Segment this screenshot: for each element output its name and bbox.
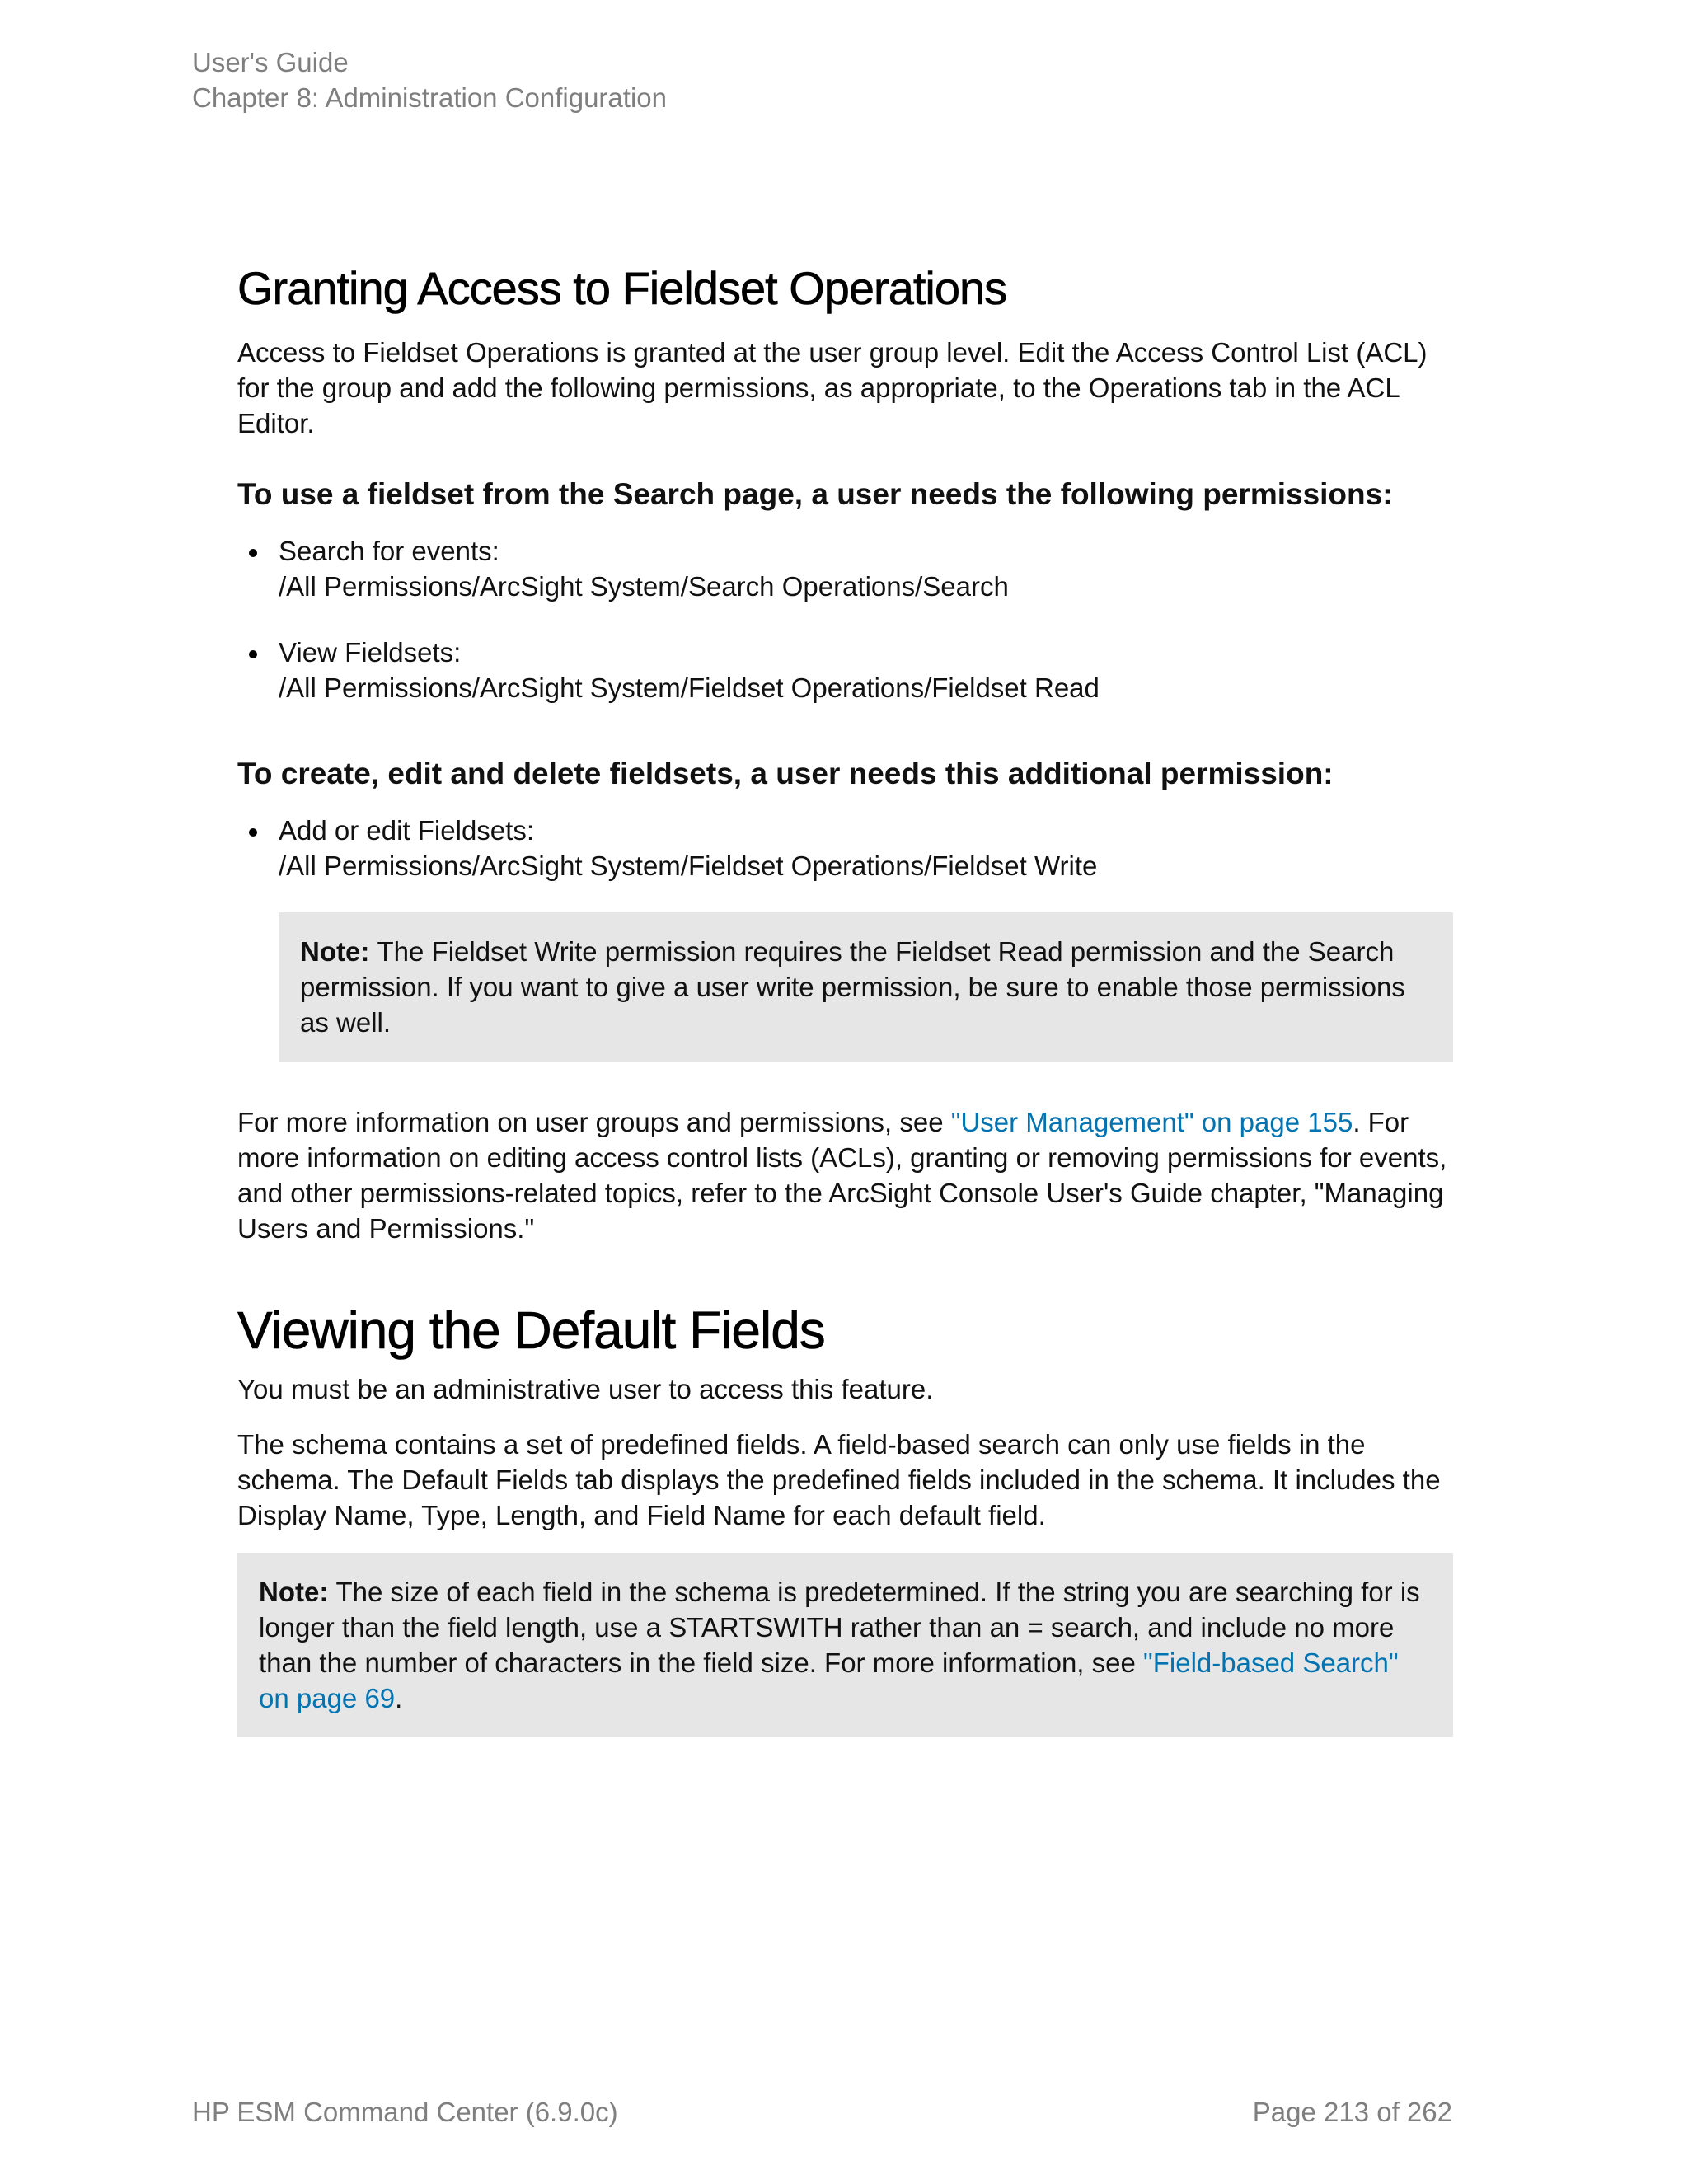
section-title-default-fields: Viewing the Default Fields [237,1301,825,1360]
note-text: The Fieldset Write permission requires the Fieldset Read permission and the Search permission. If you want to give a user write permission, be sure to enable those permissions as well. [300,936,1405,1038]
chapter-title: Chapter 8: Administration Configuration [192,82,667,113]
list-item [237,813,1453,883]
edit-permissions-list [237,813,1453,883]
page-content [237,255,1453,1737]
permission-label: View Fieldsets: [279,637,462,668]
search-permissions-heading: To use a fieldset from the Search page, a user needs the following permissions: [237,477,1393,511]
edit-permissions-heading: To create, edit and delete fieldsets, a user needs this additional permission: [237,757,1334,790]
guide-title: User's Guide [192,47,349,77]
bullet-icon [249,549,257,557]
footer-product: HP ESM Command Center (6.9.0c) [192,2097,618,2127]
note-label: Note: [300,936,377,967]
permission-label: Add or edit Fieldsets: [279,815,534,846]
more-info-paragraph [237,1104,1453,1246]
field-based-search-link[interactable]: "Field-based Search" on page 69 [259,1647,1399,1713]
permission-label: Search for events: [279,536,499,566]
note-text: The size of each field in the schema is predetermined. If the string you are searching for is longer than the field length, use a STARTSWITH rather than an = search, and include no more than the number of characters in the field size. For more information, see [259,1577,1420,1678]
intro-paragraph: Access to Fieldset Operations is granted at the user group level. Edit the Access Control List (ACL) for the group and add the following permissions, as appropriate, to the Operations tab in the ACL Editor. [237,337,1428,438]
user-management-link[interactable]: "User Management" on page 155 [950,1107,1353,1137]
note-label: Note: [259,1577,336,1607]
more-info-text-continued: . For more information on editing access control lists (ACLs), granting or removing permissions for events, and other permissions-related topics, refer to the ArcSight Console User's Guide chapter, "Managing Users and Permissions." [237,1107,1447,1244]
running-header [192,45,667,115]
list-item [237,635,1453,705]
note-end: . [395,1683,403,1713]
list-item [237,533,1453,604]
section-title-granting-access: Granting Access to Fieldset Operations [237,262,1007,314]
more-info-text: For more information on user groups and permissions, see [237,1107,951,1137]
footer-page-number: Page 213 of 262 [1252,2097,1452,2127]
fieldset-write-note [279,912,1453,1062]
permission-path: /All Permissions/ArcSight System/Fieldset Operations/Fieldset Read [279,673,1100,703]
bullet-icon [249,828,257,837]
permission-path: /All Permissions/ArcSight System/Search Operations/Search [279,571,1009,602]
bullet-icon [249,650,257,658]
schema-paragraph: The schema contains a set of predefined fields. A field-based search can only use fields in the schema. The Default Fields tab displays the predefined fields included in the schema. It includes the Display Name, Type, Length, and Field Name for each default field. [237,1429,1441,1530]
permission-path: /All Permissions/ArcSight System/Fieldset Operations/Fieldset Write [279,851,1098,881]
admin-requirement-paragraph: You must be an administrative user to access this feature. [237,1374,934,1404]
search-permissions-list [237,533,1453,705]
field-size-note [237,1553,1453,1737]
